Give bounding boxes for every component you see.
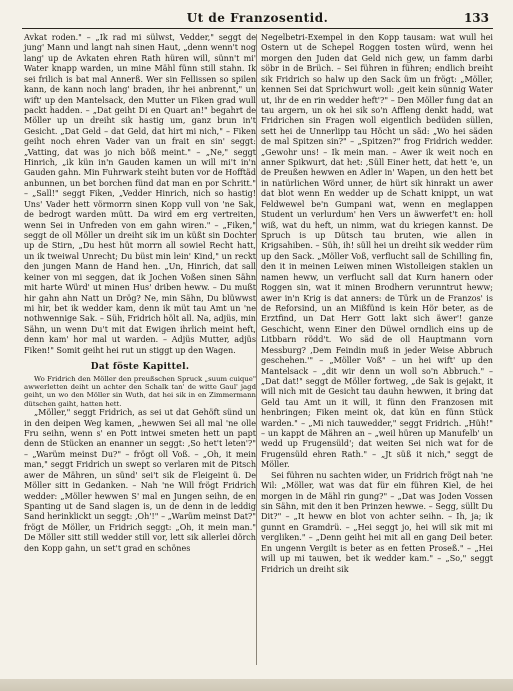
page-header <box>22 8 493 29</box>
right-column <box>261 33 493 575</box>
paragraph: Negelbetri-Exempel in den Kopp tausam: wat wull hei Ostern ut de Schepel Roggen tosten würd, wenn hei morgen den Juden dat Geld nich gew, un famm darbi söbr in de Brüch. – Sei führen in führen; endlich breiht sik Fridrich so halw up den Sack üm un frögt: „Möller, kennen Sei dat Sprichwurt woll: ‚geit kein sünnig Water ut, ihr de en rin wedder heft'?" – Den Möller fung dat an tau argern, un ok hei sik so'n Affleng denkt hadd, wat Fridrichen sin Fragen woll eigentlich bedüden süllen, sett hei de Unnerlipp tau Höcht un säd: „Wo hei säden de mal Spitzen sin?" – „Spitzen?" frog Fridrich wedder. „Gewohr uns! – Ik mein man. – Awer ik weit noch en anner Spikwurt, dat het: ‚Süll Einer hett, dat hett 'e, un de Preußen hewwen en Adler in' Wapen, un den hett bet in natürlichen Wörd unner, de hürt sik hinrakt un awer dat blot wenn En wedder up de Schatt knippt, un wat Feldwewel be'n Gumpani wat, wenn en meglappen Student un verlurdum' hen Vers un äwwerfet't en: holl wiß, wat du heft, un nimm, wat du kriegen kannst. De Spruch is up Dütsch tau bruten, wie allen in Krigsahiben. – Süh, ih! süll hei un dreiht sik wedder rüm up den Sack. „Möller Voß, verflucht sall de Schilling fin, den it in meinen Leiwen minen Wistolleigen staklen un namen heww, un verflucht sall dat Kurn hanern oder Roggen sin, wat it minen Brodhern verunntrut heww; awer in'n Krig is dat anners: de Türk un de Franzos' is de Reforsind, un an Mißfünd is kein Hör beter, as de Erztfind, un Dat Herr Gott lakt sich äwer'! ganze Geschicht, wenn Einer den Düwel orndlich eins up de Litbbarn rödd't. Wo säd de oll Hauptmann vorn Messburg? ‚Dem Feindin muß in jeder Weise Abbruch geschehen.'" – „Möller Voß" – un hei wift' up den Mantelsack – „dit wir denn un woll so'n Abbruch." – „Dat dat!" seggt de Möller fortweg, „de Sak is gejakt, it will nich mit de Gesicht tau dauhn hewwen, it bring dat Geld tau Amt un it will, it fünn den Franzosen mit henbringen; Fiken meint ok, dat kün en fünn Stück warden." – „Mi nich tauwedder," seggt Fridrich. „Hüh!" – un kappt de Mähren an – „weil hüren up Manufelb' un wedd up Frugensüld'; dat weiten Sei nich wat for de Frugensüld ehren Rath." – „Jt süß it nich," seggt de Möller. <box>261 33 493 470</box>
paragraph: Avkat roden." – „Ik rad mi sülwst, Vedder," seggt de jung' Mann und langt nah sinen Haut, „denn wenn't nog lang' up de Avkaten ehren Rath hüren will, sünn't mi' Water knapp warden, un mine Mähl fünn still stahn. Ik sei frilich is bat mal Annerß. Wer sin Fellissen so spilen kann, de kann noch lang' braden, ihr hei anbrennt," un wift' up den Mantelsack, den Mutter un Fiken grad wull packt hadden. – „Dat geiht Di en Quart an!" begahrt de Möller up un dreiht sik hastig um, ganz brun in't Gesicht. „Dat Geld – dat Geld, dat hirt mi nich," – Fiken geiht noch ehren Vader van un frait en sin' seggt: „Vatting, dat was jo nich böß meint." – „Ne," seggt Hinrich, „ik kün in'n Gauden kamen un will mi't in'n Gauden gahn. Min Fuhrwark steiht buten vor de Hofftäd anbunnen, un bet borchen fünd dat man en por Schritt." – „Sall!" seggt Fiken, „Vedder Hinrich, nich so hastig! Uns' Vader hett vörmorrn sinen Kopp vull von 'ne Sak, de bedrogt warden mütt. Da wird em erg vertreiten, wenn Sei in Unfreden von em gahn wiren." – „Fiken," seggt de oll Möller un dreiht sik im un küßt sin Dochter up de Stirn, „Du hest hüt morrn all sowiel Recht hatt, un ik tweiwal Unrecht; Du büst min lein' Kind," un reckt den jungen Mann de Hand hen. „Un, Hinrich, dat sall keiner von mi seggen, dat ik Jochen Voßen sinen Sähn mit harte Würd' ut minen Hus' driben heww. – Du mußt hir gahn ahn Natt un Drög? Ne, min Sähn, Du blüwwst mi hir, bet ik wedder kam, denn ik müt tau Amt un 'ne nothwennige Sak. – Süh, Fridrich hölt all. Na, adjüs, min Sähn, un wenn Du't mit dat Ewigen ihrlich meint heft, denn kam' hor mal ut warden. – Adjüs Mutter, adjüs Fiken!" Somit geiht hei rut un stiggt up den Wagen. <box>24 33 256 355</box>
paragraph: Sei führen nu sachten wider, un Fridrich frögt nah 'ne Wil: „Möller, wat was dat für ein führen Kiel, de hei morgen in de Mähl rin gung?" – „Dat was Joden Vossen sin Sähn, mit den it ben Prinzen hewwe. – Segg, süllt Du Dit?" – „It heww en blot von achter seihn. – Ih, ja; ik gunnt en Gramdrü. – „Hei seggt jo, hei will sik mit mi vergliken." – „Denn geiht hei mit all en gang Deil beter. En ungenn Vergilt is beter as en fetten Proseß." – „Hei will up mi tauwen, bet ik wedder kam." – „So," seggt Fridrich un dreiht sik <box>261 470 493 574</box>
chapter-summary: Wo Fridrich den Möller den preußschen Spruck „suum cuique" awwerletten deiht un achter den Schalk tan' de witte Gaul' jagd geiht, un wo den Möller sin Wuth, dat hei sik in en Zimmermann dütschen gaiht, hatten hett. <box>24 374 256 408</box>
paragraph: „Möller," seggt Fridrich, as sei ut dat Gehöft sünd un in den deipen Weg kamen, „hewwen Sei all mal 'ne olle Fru seihn, wenn s' en Pott intwei smeten hett un papt denn de Stücken an enanner un seggt: ‚So het't leten'?" – „Warüm meinst Du?" – frögt oll Voß. – „Oh, it mein man," seggt Fridrich un swept so verlaren mit de Pitsch awer de Mähren, un sünd' sei't sik de Fleigeint ü. De Möller sitt in Gedanken. – Nah 'ne Will frögt Fridrich wedder: „Möller hewwen S' mal en Jungen seihn, de en Spanting ut de Sand slagen is, un de denn in de leddig Sand herinklickt un seggt: ‚Oh'!" – „Warüm meinst Dat?" frögt de Möller, un Fridrich seggt: „Oh, it mein man." De Möller sitt still wedder still vor, lett sik allerlei dörch den Kopp gahn, un set't grad en schönes <box>24 408 256 553</box>
page-bottom-edge <box>0 679 513 691</box>
running-title: Ut de Franzosentid. <box>186 11 329 25</box>
page-number: 133 <box>463 11 489 25</box>
chapter-heading: Dat föste Kapittel. <box>90 362 190 373</box>
left-column <box>24 33 256 554</box>
column-divider <box>256 34 257 665</box>
